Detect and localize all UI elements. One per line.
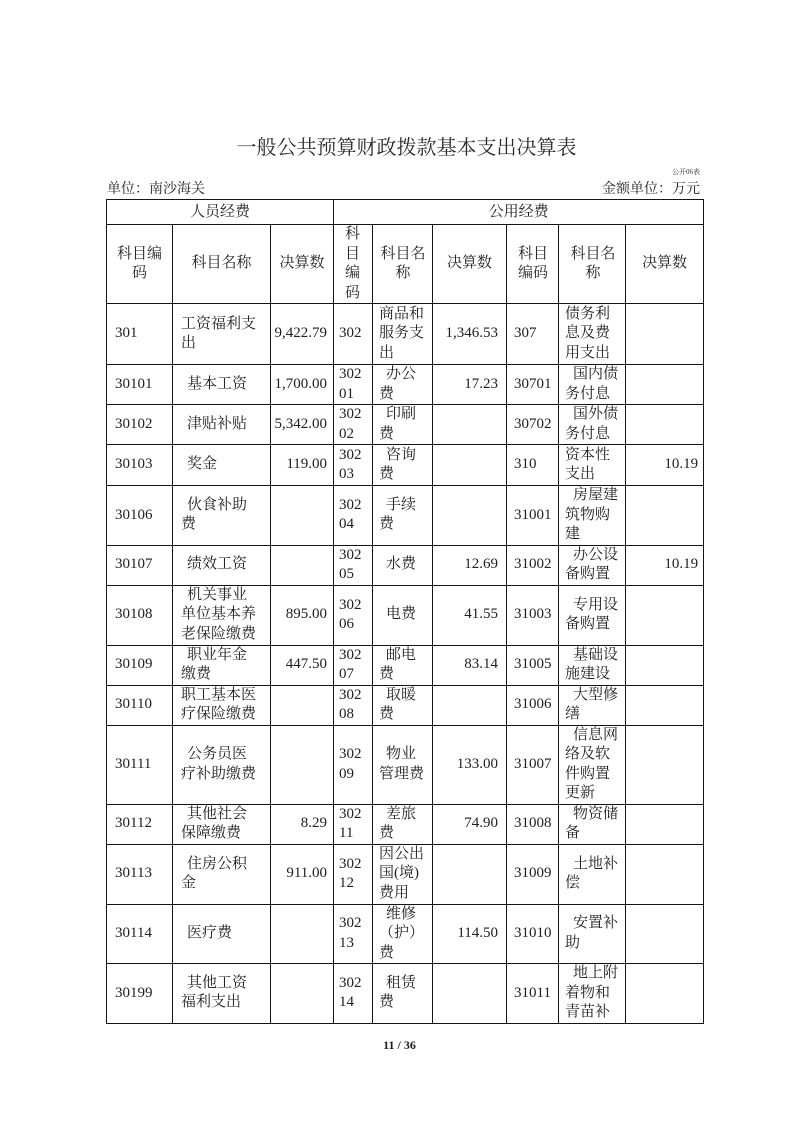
public-other-code-cell: 31005 — [507, 645, 559, 685]
table-body — [107, 304, 704, 1024]
personnel-amount-cell — [271, 904, 334, 964]
public-other-code-cell: 31006 — [507, 685, 559, 725]
public-other-amount-cell — [626, 486, 704, 546]
table-row — [107, 685, 704, 725]
public-other-name-header: 科目名称 — [559, 225, 626, 304]
public-other-amount-cell — [626, 904, 704, 964]
public-goods-name-cell: 取暖费 — [373, 685, 433, 725]
public-goods-code-cell: 30202 — [334, 405, 373, 445]
table-row — [107, 545, 704, 585]
public-other-name-cell: 债务利息及费用支出 — [559, 304, 626, 365]
personnel-code-cell: 30112 — [107, 804, 173, 844]
public-other-code-cell: 31002 — [507, 545, 559, 585]
table-row — [107, 904, 704, 964]
personnel-code-cell: 30108 — [107, 585, 173, 645]
personnel-name-cell: 工资福利支出 — [173, 304, 271, 365]
public-goods-code-cell: 30203 — [334, 445, 373, 486]
public-other-amount-cell — [626, 964, 704, 1024]
public-other-name-cell: 资本性支出 — [559, 445, 626, 486]
table-row — [107, 645, 704, 685]
public-goods-name-header: 科目名称 — [373, 225, 433, 304]
public-other-amount-cell: 10.19 — [626, 545, 704, 585]
public-other-amount-cell — [626, 804, 704, 844]
page-number: 11 / 36 — [383, 1038, 416, 1052]
public-goods-amount-cell: 41.55 — [433, 585, 507, 645]
public-other-code-cell: 30701 — [507, 365, 559, 405]
public-goods-code-cell: 30212 — [334, 844, 373, 904]
group-header-row — [107, 200, 704, 225]
personnel-amount-cell — [271, 486, 334, 546]
public-goods-code-cell: 30206 — [334, 585, 373, 645]
personnel-name-cell: 公务员医疗补助缴费 — [173, 725, 271, 804]
public-other-amount-cell — [626, 304, 704, 365]
public-other-code-cell: 31009 — [507, 844, 559, 904]
public-goods-name-cell: 咨询费 — [373, 445, 433, 486]
public-other-name-cell: 专用设备购置 — [559, 585, 626, 645]
public-goods-name-cell: 商品和服务支出 — [373, 304, 433, 365]
public-other-amount-cell: 10.19 — [626, 445, 704, 486]
public-goods-amount-cell — [433, 685, 507, 725]
public-goods-name-cell: 租赁费 — [373, 964, 433, 1024]
public-other-code-cell: 31008 — [507, 804, 559, 844]
public-other-code-cell: 31011 — [507, 964, 559, 1024]
public-other-amount-cell — [626, 685, 704, 725]
public-other-code-cell: 31003 — [507, 585, 559, 645]
personnel-name-cell: 绩效工资 — [173, 545, 271, 585]
public-other-amount-cell — [626, 585, 704, 645]
personnel-amount-header: 决算数 — [271, 225, 334, 304]
public-goods-amount-cell: 114.50 — [433, 904, 507, 964]
personnel-code-cell: 30103 — [107, 445, 173, 486]
personnel-code-cell: 30101 — [107, 365, 173, 405]
public-goods-name-cell: 维修（护）费 — [373, 904, 433, 964]
table-row — [107, 365, 704, 405]
public-goods-code-header: 科目编码 — [334, 225, 373, 304]
personnel-amount-cell: 895.00 — [271, 585, 334, 645]
personnel-code-cell: 30109 — [107, 645, 173, 685]
table-row — [107, 445, 704, 486]
personnel-code-header: 科目编码 — [107, 225, 173, 304]
public-goods-amount-cell: 17.23 — [433, 365, 507, 405]
personnel-amount-cell — [271, 545, 334, 585]
personnel-code-cell: 301 — [107, 304, 173, 365]
amount-unit: 金额单位：万元 — [602, 182, 700, 197]
personnel-name-cell: 基本工资 — [173, 365, 271, 405]
public-goods-code-cell: 30208 — [334, 685, 373, 725]
public-other-amount-cell — [626, 844, 704, 904]
public-goods-name-cell: 办公费 — [373, 365, 433, 405]
personnel-name-cell: 奖金 — [173, 445, 271, 486]
public-goods-amount-cell: 12.69 — [433, 545, 507, 585]
public-other-name-cell: 安置补助 — [559, 904, 626, 964]
public-other-amount-cell — [626, 645, 704, 685]
table-row — [107, 725, 704, 804]
personnel-code-cell: 30106 — [107, 486, 173, 546]
personnel-name-cell: 津贴补贴 — [173, 405, 271, 445]
public-group-header: 公用经费 — [334, 200, 704, 225]
public-goods-amount-cell — [433, 486, 507, 546]
public-other-amount-cell — [626, 725, 704, 804]
public-goods-code-cell: 30209 — [334, 725, 373, 804]
public-other-amount-header: 决算数 — [626, 225, 704, 304]
public-goods-amount-cell: 74.90 — [433, 804, 507, 844]
personnel-amount-cell: 911.00 — [271, 844, 334, 904]
public-other-name-cell: 国外债务付息 — [559, 405, 626, 445]
public-goods-code-cell: 30207 — [334, 645, 373, 685]
public-goods-name-cell: 物业管理费 — [373, 725, 433, 804]
personnel-amount-cell: 9,422.79 — [271, 304, 334, 365]
table-row — [107, 304, 704, 365]
personnel-group-header: 人员经费 — [107, 200, 334, 225]
personnel-name-cell: 机关事业单位基本养老保险缴费 — [173, 585, 271, 645]
public-goods-code-cell: 30214 — [334, 964, 373, 1024]
personnel-amount-cell — [271, 725, 334, 804]
public-other-code-cell: 31001 — [507, 486, 559, 546]
public-other-name-cell: 国内债务付息 — [559, 365, 626, 405]
public-goods-name-cell: 邮电费 — [373, 645, 433, 685]
public-other-name-cell: 办公设备购置 — [559, 545, 626, 585]
personnel-amount-cell: 1,700.00 — [271, 365, 334, 405]
public-other-name-cell: 信息网络及软件购置更新 — [559, 725, 626, 804]
public-goods-name-cell: 水费 — [373, 545, 433, 585]
form-code: 公开06表 — [672, 168, 700, 176]
public-goods-amount-cell: 1,346.53 — [433, 304, 507, 365]
personnel-name-header: 科目名称 — [173, 225, 271, 304]
public-goods-name-cell: 因公出国(境)费用 — [373, 844, 433, 904]
table-row — [107, 844, 704, 904]
expenditure-table — [106, 199, 704, 1024]
public-goods-amount-cell — [433, 844, 507, 904]
column-header-row — [107, 225, 704, 304]
public-other-code-header: 科目编码 — [507, 225, 559, 304]
personnel-code-cell: 30199 — [107, 964, 173, 1024]
public-goods-amount-cell: 133.00 — [433, 725, 507, 804]
personnel-code-cell: 30110 — [107, 685, 173, 725]
personnel-code-cell: 30113 — [107, 844, 173, 904]
public-other-name-cell: 地上附着物和青苗补 — [559, 964, 626, 1024]
personnel-code-cell: 30102 — [107, 405, 173, 445]
personnel-amount-cell: 5,342.00 — [271, 405, 334, 445]
personnel-name-cell: 伙食补助费 — [173, 486, 271, 546]
public-goods-code-cell: 30201 — [334, 365, 373, 405]
public-goods-name-cell: 电费 — [373, 585, 433, 645]
public-goods-amount-cell — [433, 964, 507, 1024]
public-goods-amount-cell — [433, 445, 507, 486]
public-goods-name-cell: 手续费 — [373, 486, 433, 546]
personnel-code-cell: 30107 — [107, 545, 173, 585]
personnel-name-cell: 住房公积金 — [173, 844, 271, 904]
public-goods-amount-header: 决算数 — [433, 225, 507, 304]
public-goods-code-cell: 302 — [334, 304, 373, 365]
public-other-name-cell: 土地补偿 — [559, 844, 626, 904]
personnel-code-cell: 30114 — [107, 904, 173, 964]
personnel-name-cell: 其他社会保障缴费 — [173, 804, 271, 844]
personnel-code-cell: 30111 — [107, 725, 173, 804]
public-other-amount-cell — [626, 365, 704, 405]
table-row — [107, 585, 704, 645]
public-other-code-cell: 30702 — [507, 405, 559, 445]
public-other-name-cell: 房屋建筑物购建 — [559, 486, 626, 546]
page-title: 一般公共预算财政拨款基本支出决算表 — [236, 137, 577, 159]
public-goods-name-cell: 印刷费 — [373, 405, 433, 445]
personnel-amount-cell: 119.00 — [271, 445, 334, 486]
personnel-name-cell: 职业年金缴费 — [173, 645, 271, 685]
public-other-code-cell: 31010 — [507, 904, 559, 964]
personnel-amount-cell — [271, 964, 334, 1024]
table-row — [107, 486, 704, 546]
table-row — [107, 804, 704, 844]
public-goods-code-cell: 30205 — [334, 545, 373, 585]
public-other-code-cell: 307 — [507, 304, 559, 365]
personnel-name-cell: 其他工资福利支出 — [173, 964, 271, 1024]
public-other-code-cell: 31007 — [507, 725, 559, 804]
public-goods-code-cell: 30204 — [334, 486, 373, 546]
table-row — [107, 964, 704, 1024]
public-goods-amount-cell — [433, 405, 507, 445]
personnel-amount-cell: 447.50 — [271, 645, 334, 685]
public-goods-code-cell: 30213 — [334, 904, 373, 964]
public-goods-code-cell: 30211 — [334, 804, 373, 844]
public-other-amount-cell — [626, 405, 704, 445]
reporting-unit: 单位：南沙海关 — [107, 182, 205, 197]
public-other-name-cell: 基础设施建设 — [559, 645, 626, 685]
public-goods-name-cell: 差旅费 — [373, 804, 433, 844]
personnel-amount-cell — [271, 685, 334, 725]
personnel-name-cell: 医疗费 — [173, 904, 271, 964]
public-other-name-cell: 大型修缮 — [559, 685, 626, 725]
personnel-name-cell: 职工基本医疗保险缴费 — [173, 685, 271, 725]
table-row — [107, 405, 704, 445]
public-other-name-cell: 物资储备 — [559, 804, 626, 844]
public-other-code-cell: 310 — [507, 445, 559, 486]
personnel-amount-cell: 8.29 — [271, 804, 334, 844]
public-goods-amount-cell: 83.14 — [433, 645, 507, 685]
